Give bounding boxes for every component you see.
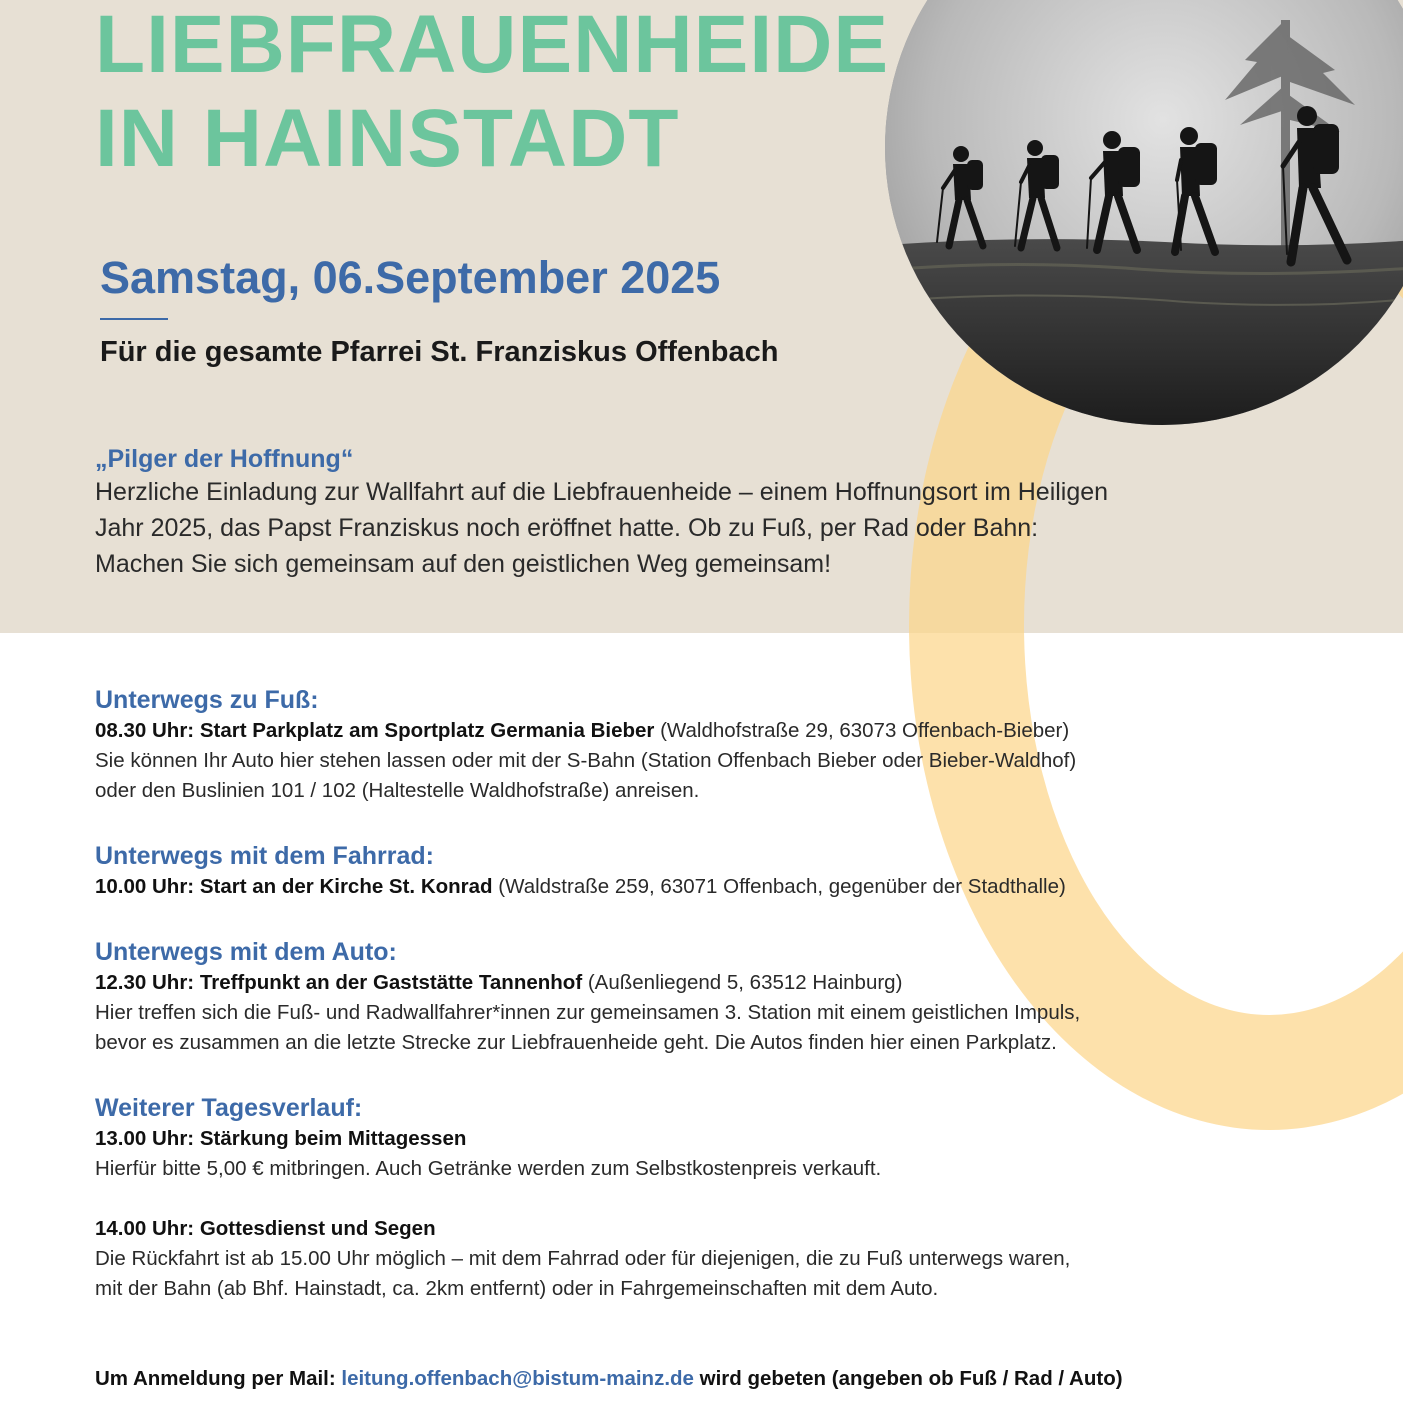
registration-prefix: Um Anmeldung per Mail: bbox=[95, 1367, 342, 1390]
section-time-line bbox=[95, 1214, 1335, 1244]
section-time-line bbox=[95, 716, 1335, 746]
section-text-line: mit der Bahn (ab Bhf. Hainstadt, ca. 2km entfernt) oder in Fahrgemeinschaften mit dem Auto. bbox=[95, 1277, 939, 1300]
section-time-line bbox=[95, 872, 1335, 902]
section-time-line bbox=[95, 968, 1335, 998]
section-text-line: bevor es zusammen an die letzte Strecke zur Liebfrauenheide geht. Die Autos finden hier einen Parkplatz. bbox=[95, 1031, 1057, 1054]
registration-note bbox=[95, 1363, 1395, 1395]
section-text-line: Hierfür bitte 5,00 € mitbringen. Auch Getränke werden zum Selbstkostenpreis verkauft. bbox=[95, 1157, 882, 1180]
section-foot bbox=[95, 684, 1335, 806]
address-text: (Waldhofstraße 29, 63073 Offenbach-Bieber) bbox=[654, 719, 1070, 742]
registration-suffix: wird gebeten (angeben ob Fuß / Rad / Auto) bbox=[693, 1367, 1123, 1390]
title-line-2: IN HAINSTADT bbox=[95, 93, 680, 184]
section-heading: Unterwegs zu Fuß: bbox=[95, 686, 319, 714]
section-day bbox=[95, 1092, 1335, 1304]
section-text-line: Die Rückfahrt ist ab 15.00 Uhr möglich – mit dem Fahrrad oder für diejenigen, die zu Fuß unterwegs waren, bbox=[95, 1247, 1071, 1270]
event-subtitle: Für die gesamte Pfarrei St. Franziskus Offenbach bbox=[100, 336, 779, 368]
address-text: (Waldstraße 259, 63071 Offenbach, gegenüber der Stadthalle) bbox=[492, 875, 1066, 898]
title-line-1: LIEBFRAUENHEIDE bbox=[95, 0, 890, 90]
intro-line: Jahr 2025, das Papst Franziskus noch eröffnet hatte. Ob zu Fuß, per Rad oder Bahn: bbox=[95, 514, 1039, 542]
intro-line: Machen Sie sich gemeinsam auf den geistlichen Weg gemeinsam! bbox=[95, 550, 832, 578]
email-link[interactable]: leitung.offenbach@bistum-mainz.de bbox=[341, 1367, 694, 1390]
time-label: 14.00 Uhr: Gottesdienst und Segen bbox=[95, 1217, 436, 1240]
page-title bbox=[95, 0, 889, 186]
event-date: Samstag, 06.September 2025 bbox=[100, 252, 721, 303]
time-label: 13.00 Uhr: Stärkung beim Mittagessen bbox=[95, 1127, 467, 1150]
section-time-line bbox=[95, 1124, 1335, 1154]
intro-line: Herzliche Einladung zur Wallfahrt auf die Liebfrauenheide – einem Hoffnungsort im Heiligen bbox=[95, 478, 1109, 506]
time-label: 08.30 Uhr: Start Parkplatz am Sportplatz Germania Bieber bbox=[95, 719, 655, 742]
section-heading: Unterwegs mit dem Auto: bbox=[95, 938, 397, 966]
intro-block bbox=[95, 444, 1325, 582]
time-label: 10.00 Uhr: Start an der Kirche St. Konrad bbox=[95, 875, 493, 898]
time-label: 12.30 Uhr: Treffpunkt an der Gaststätte Tannenhof bbox=[95, 971, 583, 994]
section-text-line: oder den Buslinien 101 / 102 (Haltestelle Waldhofstraße) anreisen. bbox=[95, 779, 700, 802]
section-heading: Unterwegs mit dem Fahrrad: bbox=[95, 842, 434, 870]
intro-quote: „Pilger der Hoffnung“ bbox=[95, 445, 354, 473]
section-heading: Weiterer Tagesverlauf: bbox=[95, 1094, 363, 1122]
address-text: (Außenliegend 5, 63512 Hainburg) bbox=[582, 971, 903, 994]
section-bike bbox=[95, 840, 1335, 902]
section-text-line: Hier treffen sich die Fuß- und Radwallfahrer*innen zur gemeinsamen 3. Station mit einem geistlichen Impuls, bbox=[95, 1001, 1081, 1024]
section-car bbox=[95, 936, 1335, 1058]
section-text-line: Sie können Ihr Auto hier stehen lassen oder mit der S-Bahn (Station Offenbach Bieber oder Bieber-Waldhof) bbox=[95, 749, 1077, 772]
date-underline bbox=[100, 318, 168, 320]
